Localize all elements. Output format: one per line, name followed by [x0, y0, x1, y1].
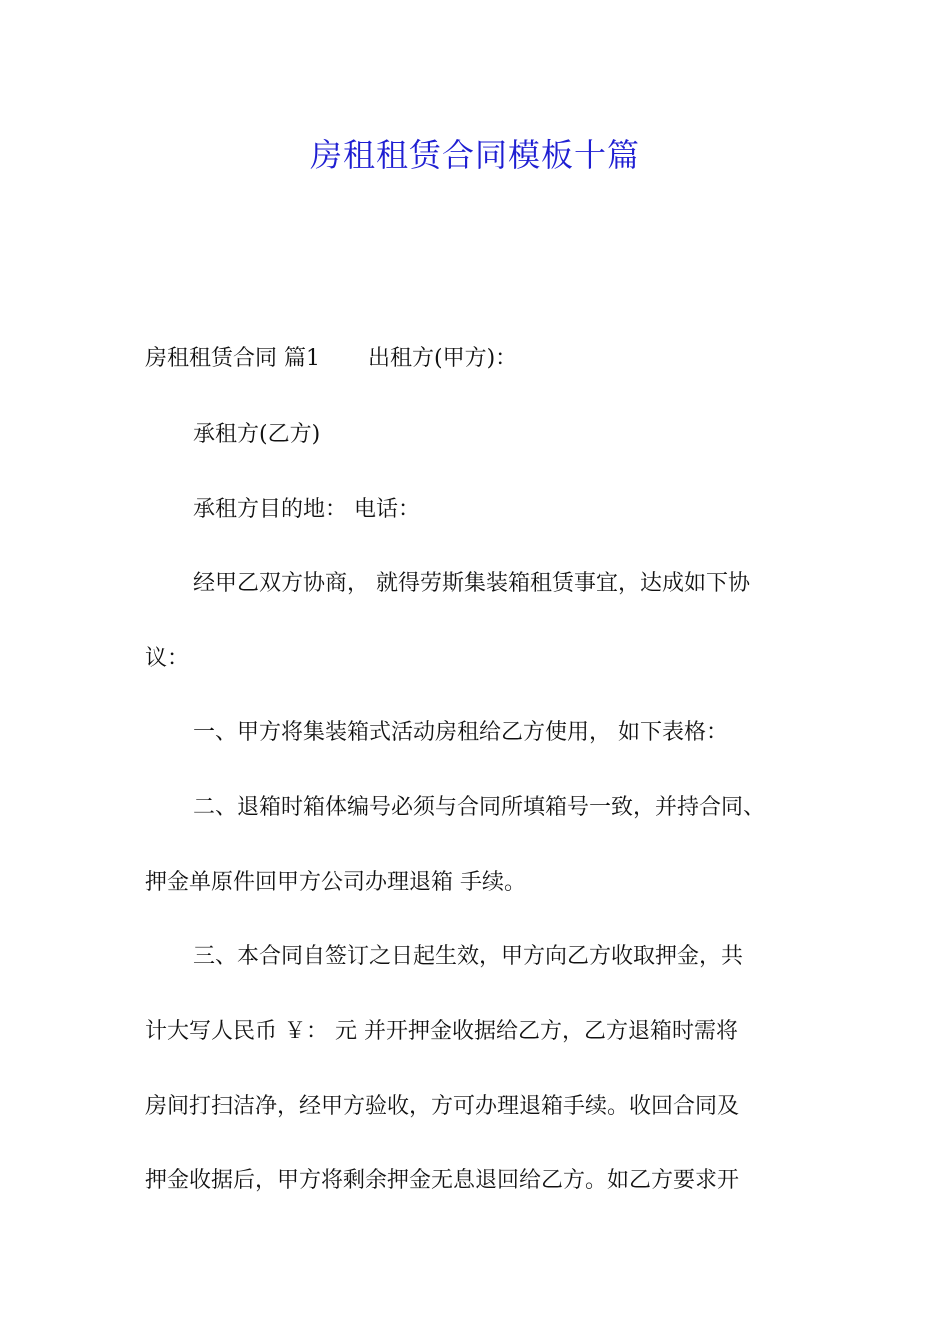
paragraph-line: 承租方目的地： 电话：	[193, 497, 420, 522]
paragraph-line: 房间打扫洁净，经甲方验收，方可办理退箱手续。收回合同及	[145, 1094, 740, 1119]
paragraph-line: 押金收据后，甲方将剩余押金无息退回给乙方。如乙方要求开	[145, 1168, 740, 1193]
paragraph-line: 经甲乙双方协商， 就得劳斯集装箱租赁事宜，达成如下协	[193, 571, 750, 596]
contract-heading	[145, 344, 517, 374]
paragraph-line: 承租方(乙方)	[193, 422, 321, 447]
paragraph-line: 一、甲方将集装箱式活动房租给乙方使用， 如下表格：	[193, 720, 728, 745]
paragraph-line: 三、本合同自签订之日起生效，甲方向乙方收取押金，共	[193, 944, 744, 969]
document-title: 房租租赁合同模板十篇	[309, 136, 640, 174]
paragraph-line: 计大写人民币 ￥： 元 并开押金收据给乙方，乙方退箱时需将	[145, 1019, 738, 1044]
lessor-label: 出租方(甲方)：	[368, 346, 518, 371]
paragraph-line: 押金单原件回甲方公司办理退箱 手续。	[145, 870, 526, 895]
contract-section-label: 房租租赁合同 篇1	[145, 346, 320, 371]
paragraph-line: 二、退箱时箱体编号必须与合同所填箱号一致，并持合同、	[193, 795, 766, 820]
paragraph-line: 议：	[145, 646, 190, 671]
